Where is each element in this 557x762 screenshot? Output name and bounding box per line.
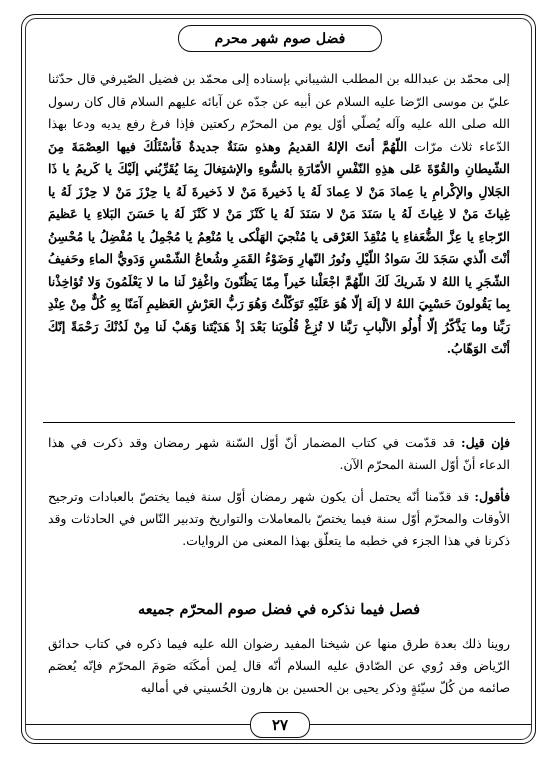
page-header-title: فضل صوم شهر محرم <box>178 25 382 52</box>
divider-line <box>43 422 515 423</box>
answer-text: قد قدّمنا أنّه يحتمل أن يكون شهر رمضان أوّل سنة فيما يختصّ بالعبادات وترجيح الأوقات والمحرّم أوّل سنة فيما يختصّ بالمعاملات والتواريخ وتدبير النّاس في الحادثات وقد ذكرنا في هذا الجزء في خطبه ما يتعلّق بهذا المعنى من الروايات. <box>48 489 510 548</box>
objection-text: قد قدّمت في كتاب المضمار أنّ أوّل السّنة شهر رمضان وقد ذكرت في هذا الدعاء أنّ أوّل السنة المحرّم الآن. <box>48 435 510 472</box>
page-number: ٢٧ <box>250 712 310 738</box>
page-footer <box>0 712 557 742</box>
dua-text: اللّهُمَّ أنتَ الإلهُ القديمُ وهذهِ سَنَةٌ جديدةٌ فَأسْئَلُكَ فيها العِصْمَةَ مِنَ الشّيطانِ والقُوّةَ عَلى هذِهِ النّفْسِ الأمّارَةِ بالسُّوءِ والإشتِغالَ بِمَا يُقَرِّبُني إلَيْكَ يا كَريمُ يا ذَا الجَلالِ والإكْرامِ يا عِمادَ مَنْ لا عِمادَ لَهُ يا ذَخيرةَ مَنْ لا ذَخيرةَ لَهُ يا حِرْزَ مَنْ لا حِرْزَ لَهُ يا غِياثَ مَنْ لا غِياثَ لَهُ يا سَنَدَ مَنْ لا سَنَدَ لَهُ يا كَنْزَ مَنْ لا كَنْزَ لَهُ يا حَسَنَ البَلاءِ يا عَظيمَ الرّجاءِ يا عِزَّ الضُّعَفاءِ يا مُنْقِذَ الغَرْقى يا مُنْجيَ الهَلْكى يا مُنْعِمُ يا مُجْمِلُ يا مُفْضِلُ يا مُحْسِنُ أنْتَ الّذي سَجَدَ لكَ سَوادُ اللّيْلِ ونُورُ النّهارِ وَضَوْءُ القَمَرِ وشُعاعُ الشّمْسِ وَدَويُّ الماءِ وحَفيفُ الشّجَرِ يا اللهُ لا شَريكَ لَكَ اللّهُمَّ اجْعَلْنا خَيراً مِمّا يَظُنّونَ واغْفِرْ لَنا ما لا يَعْلَمُونَ وَلا تُؤاخِذْنا بِما يَقُولونَ حَسْبِيَ اللهُ لا إلَهَ إلّا هُوَ عَلَيْهِ تَوَكّلْتُ وَهُوَ رَبُّ العَرْشِ العَظيمِ آمَنّا بِهِ كُلٌّ مِنْ عِنْدِ رَبِّنا وما يَذَّكّرُ إلّا أُولُو الألْبابِ رَبَّنا لا تُزِغْ قُلُوبَنا بَعْدَ إذْ هَدَيْتَنا وَهَبْ لَنا مِنْ لَدُنْكَ رَحْمَةً إنّكَ أنْتَ الوَهّابُ. <box>48 138 510 356</box>
section-text: روينا ذلك بعدة طرق منها عن شيخنا المفيد رضوان الله عليه فيما ذكره في كتاب حدائق الرّياض وقد رُوي عن الصّادق عليه السلام أنّه قال لِمن أمكَنَه صَومَ المحرّم فإنّه يُعصَم صائمه من كُلّ سيّئةٍ وذكر يحيى بن الحسين بن هارون الحُسيني في أماليه <box>48 636 510 695</box>
objection-paragraph <box>48 432 510 476</box>
hadith-paragraph <box>48 68 510 361</box>
answer-label: فأقول: <box>474 489 510 504</box>
section-paragraph <box>48 633 510 699</box>
section-heading: فصل فيما نذكره في فضل صوم المحرّم جميعه <box>137 601 421 618</box>
answer-paragraph <box>48 486 510 552</box>
hadith-intro-text: إلى محمّد بن عبدالله بن المطلب الشيباني بإسناده إلى محمّد بن فضيل الصّيرفي قال حدّثنا عليّ بن موسى الرّضا عليه السلام عن أبيه عن جدّه عن آبائه عليهم السلام قال كان رسول الله صلى الله عليه وآله يُصلّي أوّل يوم من المحرّم ركعتين فإذا فرغ رفع يديه ودعا بهذا الدّعاء ثلاث مرّات <box>48 71 510 154</box>
objection-label: فإن قيل: <box>461 435 510 450</box>
